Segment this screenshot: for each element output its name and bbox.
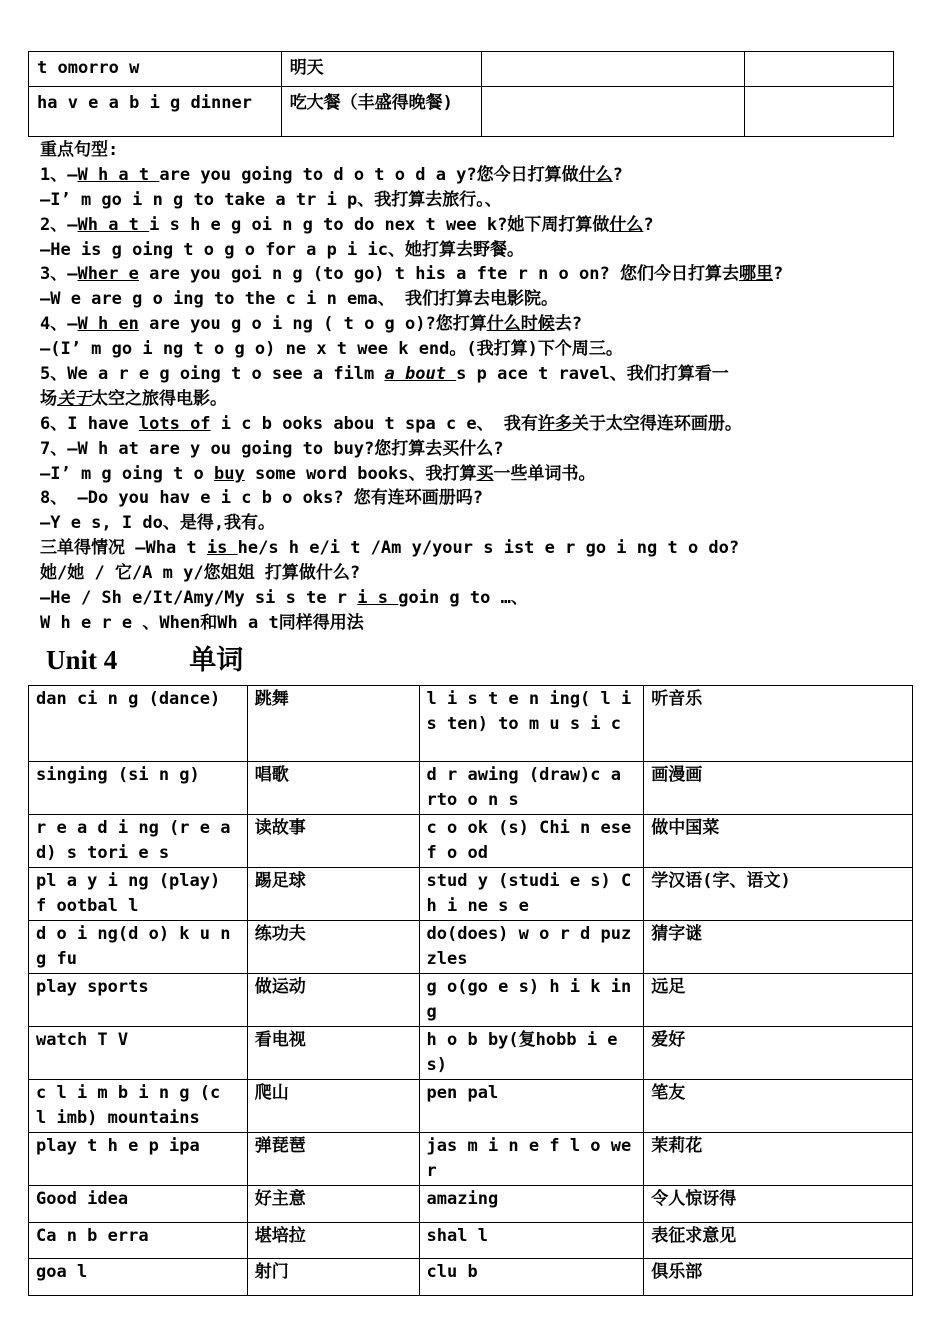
unit-title: Unit 4 [46, 645, 118, 675]
chinese-meaning-cell: 听音乐 [644, 686, 913, 762]
english-word-cell: do(does) w o r d puzzles [419, 921, 644, 974]
table-row [29, 87, 894, 137]
chinese-meaning-cell: 做中国菜 [644, 815, 913, 868]
chinese-meaning-cell: 跳舞 [247, 686, 419, 762]
sentence: 三单得情况 —Wha t is he/s h e/i t /Am y/your s ist e r go i ng t o do? [40, 538, 740, 559]
english-word-cell: amazing [419, 1186, 644, 1223]
english-word-cell: Ca n b erra [29, 1223, 248, 1259]
table-row [29, 686, 913, 762]
empty-cell [482, 87, 745, 137]
empty-cell [482, 52, 745, 87]
sentence: 5、We a r e g oing t o see a film a bout s p ace t ravel、我们打算看一 [40, 364, 729, 385]
english-word-cell: goa l [29, 1259, 248, 1296]
sentence: —I’ m go i n g to take a tr i p、我打算去旅行。、 [40, 189, 502, 210]
english-word-cell: shal l [419, 1223, 644, 1259]
sentence: W h e r e 、When和Wh a t同样得用法 [40, 612, 364, 633]
english-word-cell: stud y (studi e s) Ch i ne s e [419, 868, 644, 921]
table-row [29, 1133, 913, 1186]
section-heading: 重点句型: [40, 140, 119, 160]
english-word-cell: play sports [29, 974, 248, 1027]
chinese-cell: 吃大餐（丰盛得晚餐) [281, 87, 482, 137]
chinese-meaning-cell: 看电视 [247, 1027, 419, 1080]
sentence: —He / Sh e/It/Amy/My si s te r i s goin g to …、 [40, 588, 528, 609]
table-row [29, 815, 913, 868]
table-row [29, 1027, 913, 1080]
table-row [29, 1186, 913, 1223]
sentence: 7、—W h at are y ou going to buy?您打算去买什么? [40, 438, 504, 459]
table-row [29, 974, 913, 1027]
english-word-cell: jas m i n e f l o wer [419, 1133, 644, 1186]
table-row [29, 1080, 913, 1133]
sentence: 她/她 / 它/A m y/您姐姐 打算做什么? [40, 563, 361, 584]
english-word-cell: pen pal [419, 1080, 644, 1133]
english-word-cell: Good idea [29, 1186, 248, 1223]
english-word-cell: d r awing (draw)c a rto o n s [419, 762, 644, 815]
sentence: —(I’ m go i ng t o g o) ne x t wee k end。(我打算)下个周三。 [40, 339, 623, 360]
sentence: —He is g oing t o g o for a p i ic、她打算去野餐。 [40, 239, 524, 260]
sentence: 4、—W h en are you g o i ng ( t o g o)?您打算什么时候去? [40, 314, 582, 335]
chinese-meaning-cell: 爱好 [644, 1027, 913, 1080]
chinese-meaning-cell: 唱歌 [247, 762, 419, 815]
empty-cell [745, 52, 894, 87]
unit-subtitle: 单词 [189, 645, 244, 675]
chinese-meaning-cell: 画漫画 [644, 762, 913, 815]
phrase-table [28, 51, 894, 137]
english-word-cell: c o ok (s) Chi n ese f o od [419, 815, 644, 868]
english-word-cell: play t h e p ipa [29, 1133, 248, 1186]
table-row [29, 762, 913, 815]
chinese-cell: 明天 [281, 52, 482, 87]
english-word-cell: dan ci n g (dance) [29, 686, 248, 762]
english-word-cell: d o i ng(d o) k u ng fu [29, 921, 248, 974]
english-word-cell: pl a y i ng (play) f ootbal l [29, 868, 248, 921]
chinese-meaning-cell: 猜字谜 [644, 921, 913, 974]
empty-cell [745, 87, 894, 137]
sentence: 6、I have lots of i c b ooks abou t spa c e、 我有许多关于太空得连环画册。 [40, 413, 742, 434]
english-word-cell: c l i m b i n g (c l imb) mountains [29, 1080, 248, 1133]
chinese-meaning-cell: 令人惊讶得 [644, 1186, 913, 1223]
chinese-meaning-cell: 弹琵琶 [247, 1133, 419, 1186]
english-word-cell: h o b by(复hobb i e s) [419, 1027, 644, 1080]
chinese-meaning-cell: 学汉语(字、语文) [644, 868, 913, 921]
key-sentences [40, 138, 920, 636]
table-row [29, 868, 913, 921]
chinese-meaning-cell: 茉莉花 [644, 1133, 913, 1186]
chinese-meaning-cell: 做运动 [247, 974, 419, 1027]
chinese-meaning-cell: 笔友 [644, 1080, 913, 1133]
sentence: —Y e s, I do、是得,我有。 [40, 513, 276, 534]
unit-heading [46, 640, 243, 680]
chinese-meaning-cell: 读故事 [247, 815, 419, 868]
sentence: 场关于太空之旅得电影。 [40, 388, 227, 409]
english-cell: t omorro w [29, 52, 282, 87]
chinese-meaning-cell: 俱乐部 [644, 1259, 913, 1296]
english-word-cell: singing (si n g) [29, 762, 248, 815]
chinese-meaning-cell: 踢足球 [247, 868, 419, 921]
sentence: —I’ m g oing t o buy some word books、我打算买一些单词书。 [40, 463, 596, 484]
english-word-cell: watch T V [29, 1027, 248, 1080]
english-word-cell: l i s t e n ing( l i s ten) to m u s i c [419, 686, 644, 762]
chinese-meaning-cell: 爬山 [247, 1080, 419, 1133]
table-row [29, 52, 894, 87]
table-row [29, 1223, 913, 1259]
sentence: 3、—Wher e are you goi n g (to go) t his a fte r n o on? 您们今日打算去哪里? [40, 264, 784, 285]
chinese-meaning-cell: 表征求意见 [644, 1223, 913, 1259]
english-word-cell: r e a d i ng (r e ad) s tori e s [29, 815, 248, 868]
sentence: 1、—W h a t are you going to d o t o d a y?您今日打算做什么? [40, 164, 623, 185]
chinese-meaning-cell: 堪培拉 [247, 1223, 419, 1259]
vocabulary-table [28, 685, 913, 1296]
chinese-meaning-cell: 射门 [247, 1259, 419, 1296]
table-row [29, 1259, 913, 1296]
chinese-meaning-cell: 好主意 [247, 1186, 419, 1223]
sentence: 8、 —Do you hav e i c b o oks? 您有连环画册吗? [40, 488, 484, 509]
sentence: 2、—Wh a t i s h e g oi n g to do nex t wee k?她下周打算做什么? [40, 214, 654, 235]
english-word-cell: clu b [419, 1259, 644, 1296]
english-cell: ha v e a b i g dinner [29, 87, 282, 137]
chinese-meaning-cell: 远足 [644, 974, 913, 1027]
chinese-meaning-cell: 练功夫 [247, 921, 419, 974]
english-word-cell: g o(go e s) h i k in g [419, 974, 644, 1027]
table-row [29, 921, 913, 974]
sentence: —W e are g o ing to the c i n ema、 我们打算去电影院。 [40, 289, 558, 310]
